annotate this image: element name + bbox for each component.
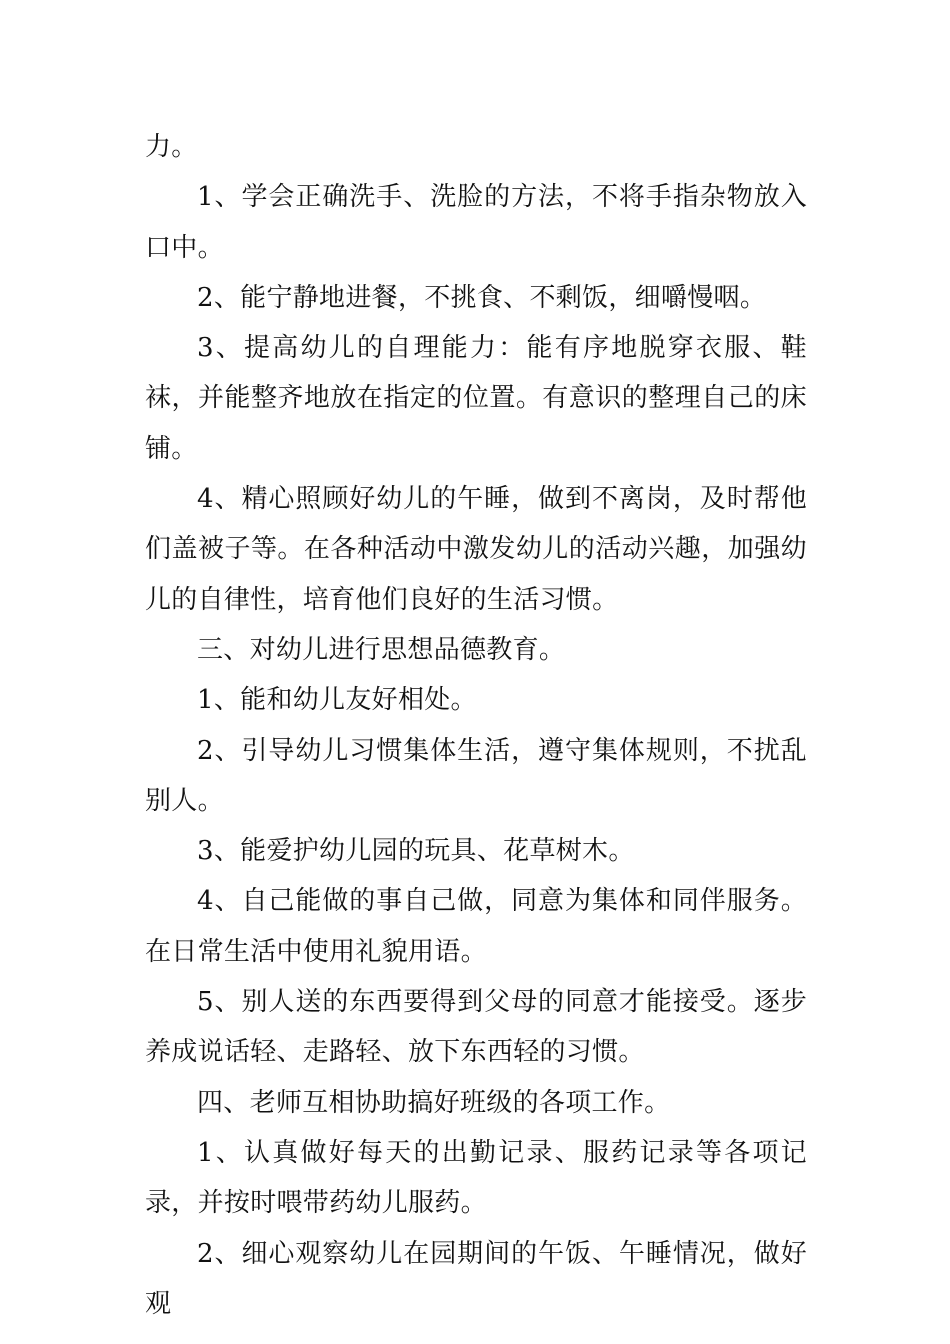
paragraph: 1、认真做好每天的出勤记录、服药记录等各项记录，并按时喂带药幼儿服药。 (145, 1137, 807, 1219)
document-body (145, 122, 807, 1329)
section-heading: 三、对幼儿进行思想品德教育。 (197, 634, 566, 665)
paragraph: 4、自己能做的事自己做，同意为集体和同伴服务。在日常生活中使用礼貌用语。 (145, 886, 807, 967)
paragraph: 1、能和幼儿友好相处。 (197, 685, 477, 716)
paragraph: 3、提高幼儿的自理能力：能有序地脱穿衣服、鞋袜，并能整齐地放在指定的位置。有意识的整理自己的床铺。 (145, 333, 807, 464)
paragraph: 4、精心照顾好幼儿的午睡，做到不离岗，及时帮他们盖被子等。在各种活动中激发幼儿的活动兴趣，加强幼儿的自律性，培育他们良好的生活习惯。 (145, 484, 807, 615)
paragraph: 2、能宁静地进餐，不挑食、不剩饭，细嚼慢咽。 (197, 282, 767, 313)
section-heading: 四、老师互相协助搞好班级的各项工作。 (197, 1087, 671, 1118)
paragraph: 5、别人送的东西要得到父母的同意才能接受。逐步养成说话轻、走路轻、放下东西轻的习惯。 (145, 987, 807, 1068)
paragraph: 2、引导幼儿习惯集体生活，遵守集体规则，不扰乱别人。 (145, 735, 807, 816)
paragraph: 2、细心观察幼儿在园期间的午饭、午睡情况，做好观 (145, 1238, 807, 1319)
paragraph: 3、能爱护幼儿园的玩具、花草树木。 (197, 836, 635, 867)
paragraph: 力。 (145, 132, 198, 162)
paragraph: 1、学会正确洗手、洗脸的方法，不将手指杂物放入口中。 (145, 182, 807, 263)
